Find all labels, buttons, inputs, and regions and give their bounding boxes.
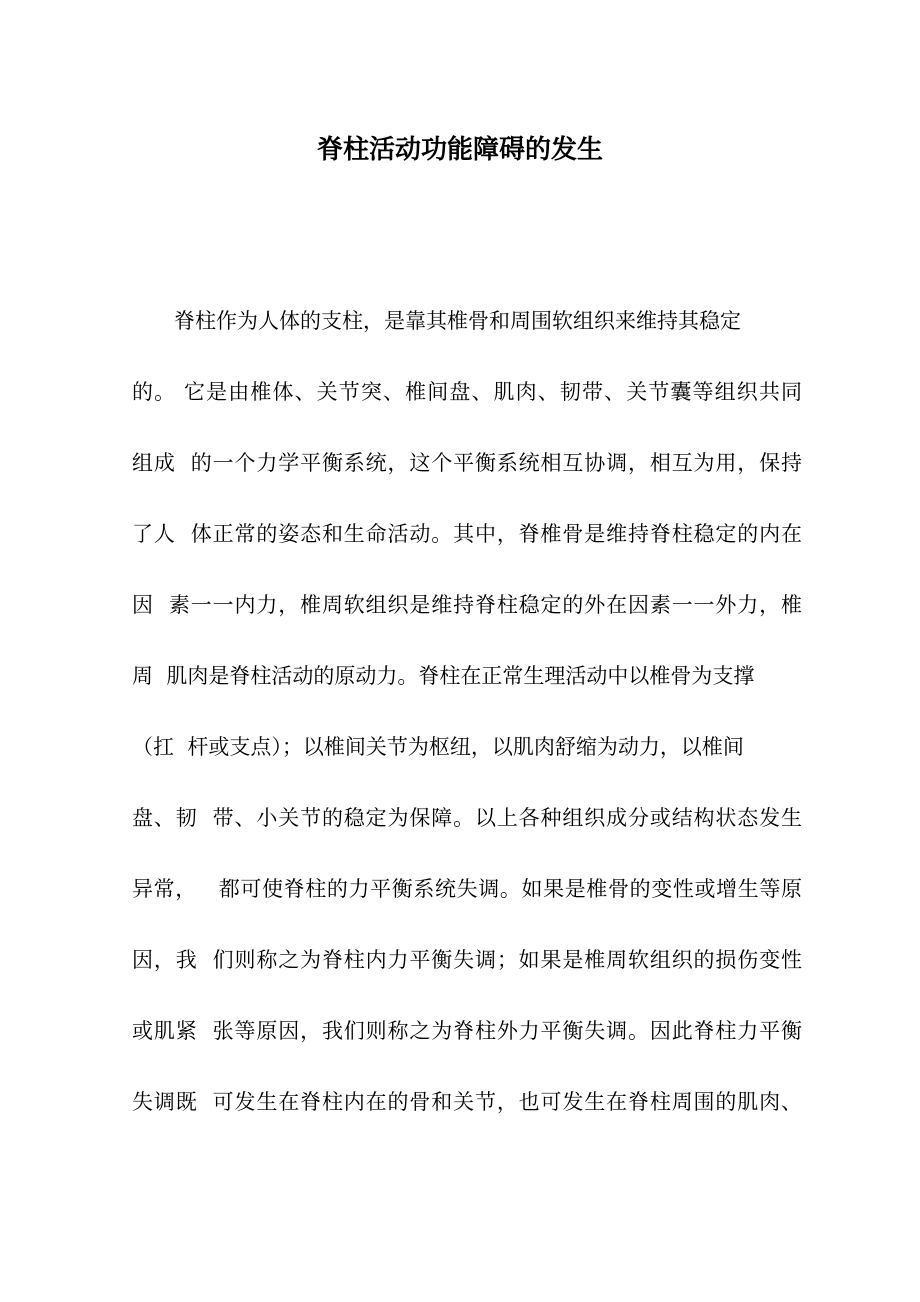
text-line: 了人 体正常的姿态和生命活动。其中，脊椎骨是维持脊柱稳定的内在 [132, 522, 802, 546]
text-line: 的。 它是由椎体、关节突、椎间盘、肌肉、韧带、关节囊等组织共同 [132, 380, 802, 404]
text-line: （扛 杆或支点）；以椎间关节为枢纽，以肌肉舒缩为动力，以椎间 [132, 735, 744, 759]
text-line: 因 素一一内力，椎周软组织是维持脊柱稳定的外在因素一一外力，椎 [132, 593, 802, 617]
text-line: 周 肌肉是脊柱活动的原动力。脊柱在正常生理活动中以椎骨为支撑 [132, 664, 755, 688]
text-line: 失调既 可发生在脊柱内在的骨和关节，也可发生在脊柱周围的肌肉、 [132, 1090, 802, 1114]
text-line: 脊柱作为人体的支柱，是靠其椎骨和周围软组织来维持其稳定 [174, 309, 741, 333]
text-line: 因，我 们则称之为脊柱内力平衡失调；如果是椎周软组织的损伤变性 [132, 948, 802, 972]
document-title: 脊柱活动功能障碍的发生 [316, 135, 603, 165]
text-line: 盘、韧 带、小关节的稳定为保障。以上各种组织成分或结构状态发生 [132, 806, 802, 830]
text-line: 或肌紧 张等原因，我们则称之为脊柱外力平衡失调。因此脊柱力平衡 [132, 1019, 802, 1043]
text-line: 异常， 都可使脊柱的力平衡系统失调。如果是椎骨的变性或增生等原 [132, 877, 802, 901]
text-line: 组成 的一个力学平衡系统，这个平衡系统相互协调，相互为用，保持 [132, 451, 802, 475]
body-paragraph [132, 301, 802, 1153]
